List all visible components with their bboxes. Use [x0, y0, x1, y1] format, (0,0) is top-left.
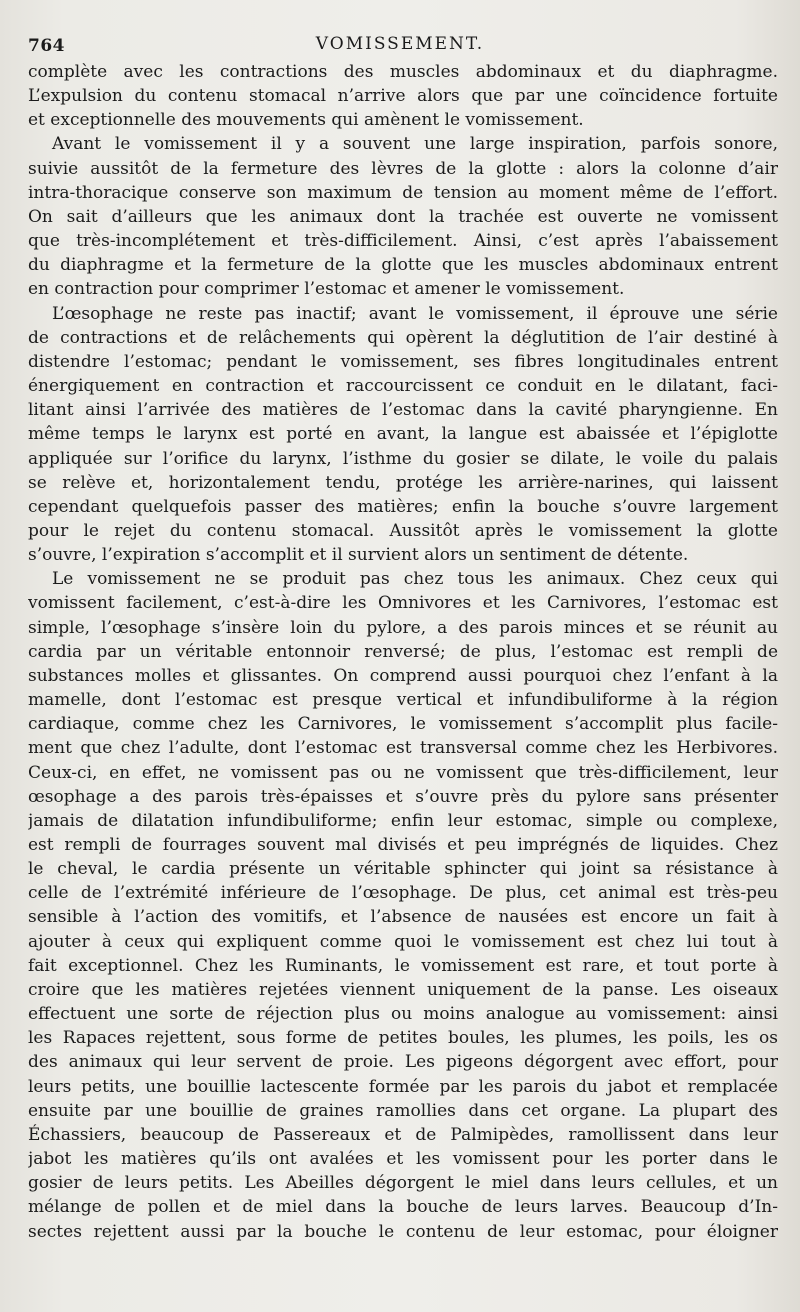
text-line: cardiaque, comme chez les Carnivores, le vomissement s’accomplit plus facile-: [28, 714, 778, 735]
text-line: mélange de pollen et de miel dans la bouche de leurs larves. Beaucoup d’In-: [28, 1197, 778, 1218]
text-line: substances molles et glissantes. On comprend aussi pourquoi chez l’enfant à la: [28, 665, 778, 686]
text-line: On sait d’ailleurs que les animaux dont la trachée est ouverte ne vomissent: [28, 206, 778, 227]
text-line: sectes rejettent aussi par la bouche le contenu de leur estomac, pour éloigner: [28, 1221, 778, 1242]
text-line: ensuite par une bouillie de graines ramollies dans cet organe. La plupart des: [28, 1100, 778, 1121]
text-line: fait exceptionnel. Chez les Ruminants, le vomissement est rare, et tout porte à: [28, 955, 778, 976]
text-line: mamelle, dont l’estomac est presque vertical et infundibuliforme à la région: [28, 690, 778, 711]
page-number: 764: [28, 36, 65, 56]
text-line: effectuent une sorte de réjection plus ou moins analogue au vomissement: ainsi: [28, 1004, 778, 1025]
text-line: et exceptionnelle des mouvements qui amènent le vomissement.: [28, 110, 584, 131]
text-line: litant ainsi l’arrivée des matières de l’estomac dans la cavité pharyngienne. En: [28, 400, 778, 421]
text-line: celle de l’extrémité inférieure de l’œsophage. De plus, cet animal est très-peu: [28, 883, 778, 904]
text-line: les Rapaces rejettent, sous forme de petites boules, les plumes, les poils, les os: [28, 1028, 778, 1049]
text-line: le cheval, le cardia présente un véritable sphincter qui joint sa résistance à: [28, 859, 778, 880]
text-line: pour le rejet du contenu stomacal. Aussitôt après le vomissement la glotte: [28, 520, 778, 541]
running-head: VOMISSEMENT.: [315, 34, 485, 54]
text-line: s’ouvre, l’expiration s’accomplit et il survient alors un sentiment de détente.: [28, 545, 689, 566]
text-line: œsophage a des parois très-épaisses et s’ouvre près du pylore sans présenter: [28, 786, 778, 807]
text-line: suivie aussitôt de la fermeture des lèvres de la glotte : alors la colonne d’air: [28, 158, 778, 179]
text-line: jabot les matières qu’ils ont avalées et les vomissent pour les porter dans le: [28, 1149, 778, 1170]
body-text: [28, 60, 778, 1244]
text-line: distendre l’estomac; pendant le vomissement, ses fibres longitudinales entrent: [28, 351, 778, 372]
text-line: L’expulsion du contenu stomacal n’arrive alors que par une coïncidence fortuite: [28, 86, 778, 107]
text-line: Le vomissement ne se produit pas chez tous les animaux. Chez ceux qui: [52, 569, 778, 590]
text-line: ajouter à ceux qui expliquent comme quoi le vomissement est chez lui tout à: [28, 931, 778, 952]
text-line: complète avec les contractions des muscles abdominaux et du diaphragme.: [28, 62, 778, 82]
text-line: même temps le larynx est porté en avant, la langue est abaissée et l’épiglotte: [28, 424, 778, 445]
text-line: Ceux-ci, en effet, ne vomissent pas ou ne vomissent que très-difficilement, leur: [28, 762, 778, 783]
text-line: appliquée sur l’orifice du larynx, l’isthme du gosier se dilate, le voile du palais: [28, 448, 778, 469]
text-line: jamais de dilatation infundibuliforme; enfin leur estomac, simple ou complexe,: [28, 810, 778, 831]
text-line: est rempli de fourrages souvent mal divisés et peu imprégnés de liquides. Chez: [28, 835, 778, 855]
text-line: des animaux qui leur servent de proie. Les pigeons dégorgent avec effort, pour: [28, 1052, 778, 1073]
text-line: cependant quelquefois passer des matières; enfin la bouche s’ouvre largement: [28, 496, 778, 517]
text-line: cardia par un véritable entonnoir renversé; de plus, l’estomac est rempli de: [28, 641, 778, 662]
text-line: simple, l’œsophage s’insère loin du pylore, a des parois minces et se réunit au: [28, 617, 778, 638]
text-line: gosier de leurs petits. Les Abeilles dégorgent le miel dans leurs cellules, et un: [28, 1173, 778, 1194]
text-line: en contraction pour comprimer l’estomac et amener le vomissement.: [28, 279, 625, 300]
text-line: Avant le vomissement il y a souvent une large inspiration, parfois sonore,: [52, 134, 778, 155]
text-line: que très-incomplétement et très-difficilement. Ainsi, c’est après l’abaissement: [28, 231, 778, 252]
text-line: croire que les matières rejetées viennent uniquement de la panse. Les oiseaux: [28, 979, 778, 1000]
text-line: de contractions et de relâchements qui opèrent la déglutition de l’air destiné à: [28, 327, 778, 348]
text-line: Échassiers, beaucoup de Passereaux et de Palmipèdes, ramollissent dans leur: [28, 1124, 778, 1145]
text-line: ment que chez l’adulte, dont l’estomac est transversal comme chez les Herbivores.: [28, 738, 778, 759]
text-line: vomissent facilement, c’est-à-dire les Omnivores et les Carnivores, l’estomac est: [28, 593, 778, 614]
text-line: sensible à l’action des vomitifs, et l’absence de nausées est encore un fait à: [28, 907, 778, 928]
text-line: leurs petits, une bouillie lactescente formée par les parois du jabot et remplacée: [28, 1076, 778, 1097]
text-line: du diaphragme et la fermeture de la glotte que les muscles abdominaux entrent: [28, 255, 778, 276]
text-line: L’œsophage ne reste pas inactif; avant le vomissement, il éprouve une série: [52, 303, 778, 324]
text-line: énergiquement en contraction et raccourcissent ce conduit en le dilatant, faci-: [28, 376, 778, 397]
text-line: se relève et, horizontalement tendu, protége les arrière-narines, qui laissent: [28, 472, 778, 493]
text-line: intra-thoracique conserve son maximum de tension au moment même de l’effort.: [28, 182, 778, 203]
